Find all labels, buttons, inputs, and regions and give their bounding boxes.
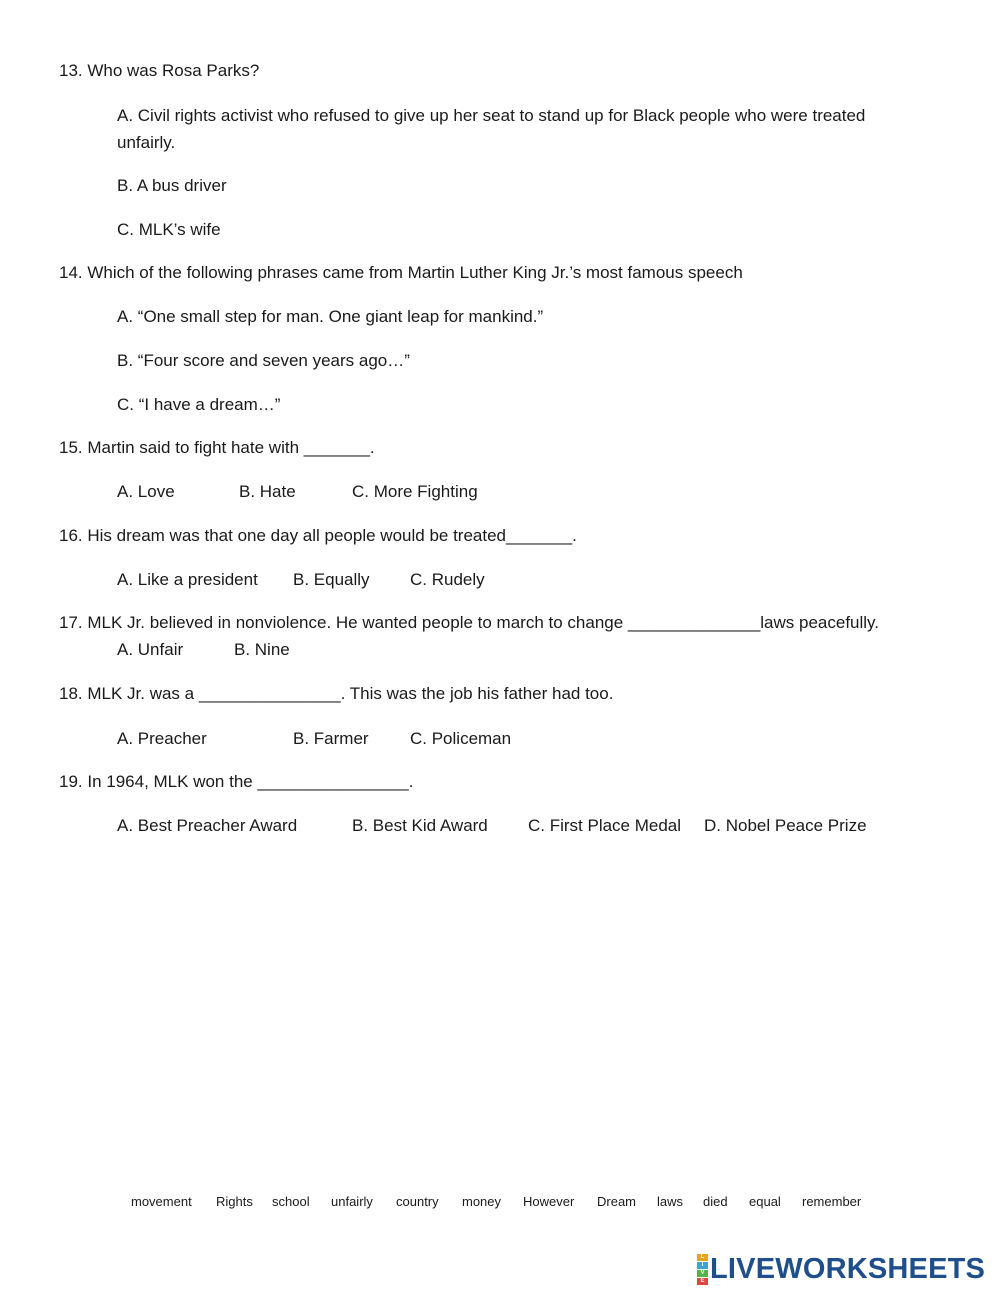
logo-block-v: V [697, 1270, 708, 1277]
q18-option-c[interactable]: C. Policeman [410, 729, 512, 748]
q13-option-b: B. A bus driver [117, 176, 227, 195]
q17-option-b[interactable]: B. Nine [234, 640, 290, 659]
q19-option-d[interactable]: D. Nobel Peace Prize [704, 816, 867, 835]
q19-option-c[interactable]: C. First Place Medal [528, 816, 682, 835]
logo-block-l: L [697, 1254, 708, 1261]
q18-option-a[interactable]: A. Preacher [117, 729, 207, 748]
logo-block-i: I [697, 1262, 708, 1269]
q15-option-a[interactable]: A. Love [117, 482, 175, 501]
q19-option-b[interactable]: B. Best Kid Award [352, 816, 488, 835]
q18-option-b[interactable]: B. Farmer [293, 729, 369, 748]
q15-option-c[interactable]: C. More Fighting [352, 482, 478, 501]
q14-option-c: C. “I have a dream…” [117, 395, 281, 414]
word-bank-item[interactable]: equal [749, 1194, 781, 1209]
word-bank-item[interactable]: laws [657, 1194, 684, 1209]
q13-option-a: A. Civil rights activist who refused to give up her seat to stand up for Black people who were treated unfairly. [117, 106, 866, 152]
logo-block-e: E [697, 1278, 708, 1285]
word-bank-item[interactable]: country [396, 1194, 439, 1209]
logo-blocks-icon [697, 1254, 708, 1285]
word-bank-item[interactable]: Dream [597, 1194, 637, 1209]
liveworksheets-logo [697, 1253, 985, 1285]
q16-option-c[interactable]: C. Rudely [410, 570, 485, 589]
question-16: 16. His dream was that one day all people would be treated_______. [59, 526, 577, 545]
question-15: 15. Martin said to fight hate with _______. [59, 438, 375, 457]
word-bank-item[interactable]: remember [802, 1194, 862, 1209]
word-bank-item[interactable]: school [272, 1194, 310, 1209]
q17-option-a[interactable]: A. Unfair [117, 640, 184, 659]
q14-option-b: B. “Four score and seven years ago…” [117, 351, 410, 370]
question-19: 19. In 1964, MLK won the ________________. [59, 772, 414, 791]
q16-option-a[interactable]: A. Like a president [117, 570, 258, 589]
q13-option-c: C. MLK’s wife [117, 220, 221, 239]
word-bank-item[interactable]: However [523, 1194, 575, 1209]
q19-option-a[interactable]: A. Best Preacher Award [117, 816, 298, 835]
word-bank-item[interactable]: movement [131, 1194, 192, 1209]
q15-option-b[interactable]: B. Hate [239, 482, 296, 501]
question-13: 13. Who was Rosa Parks? [59, 61, 260, 80]
q14-option-a: A. “One small step for man. One giant leap for mankind.” [117, 307, 544, 326]
word-bank-item[interactable]: unfairly [331, 1194, 373, 1209]
question-17: 17. MLK Jr. believed in nonviolence. He wanted people to march to change ______________laws peacefully. [59, 613, 880, 632]
word-bank-item[interactable]: Rights [216, 1194, 253, 1209]
question-18: 18. MLK Jr. was a _______________. This was the job his father had too. [59, 684, 614, 703]
q16-option-b[interactable]: B. Equally [293, 570, 370, 589]
question-14: 14. Which of the following phrases came from Martin Luther King Jr.’s most famous speech [59, 263, 743, 282]
logo-text: LIVEWORKSHEETS [710, 1252, 986, 1285]
word-bank-item[interactable]: died [703, 1194, 728, 1209]
word-bank-item[interactable]: money [462, 1194, 502, 1209]
